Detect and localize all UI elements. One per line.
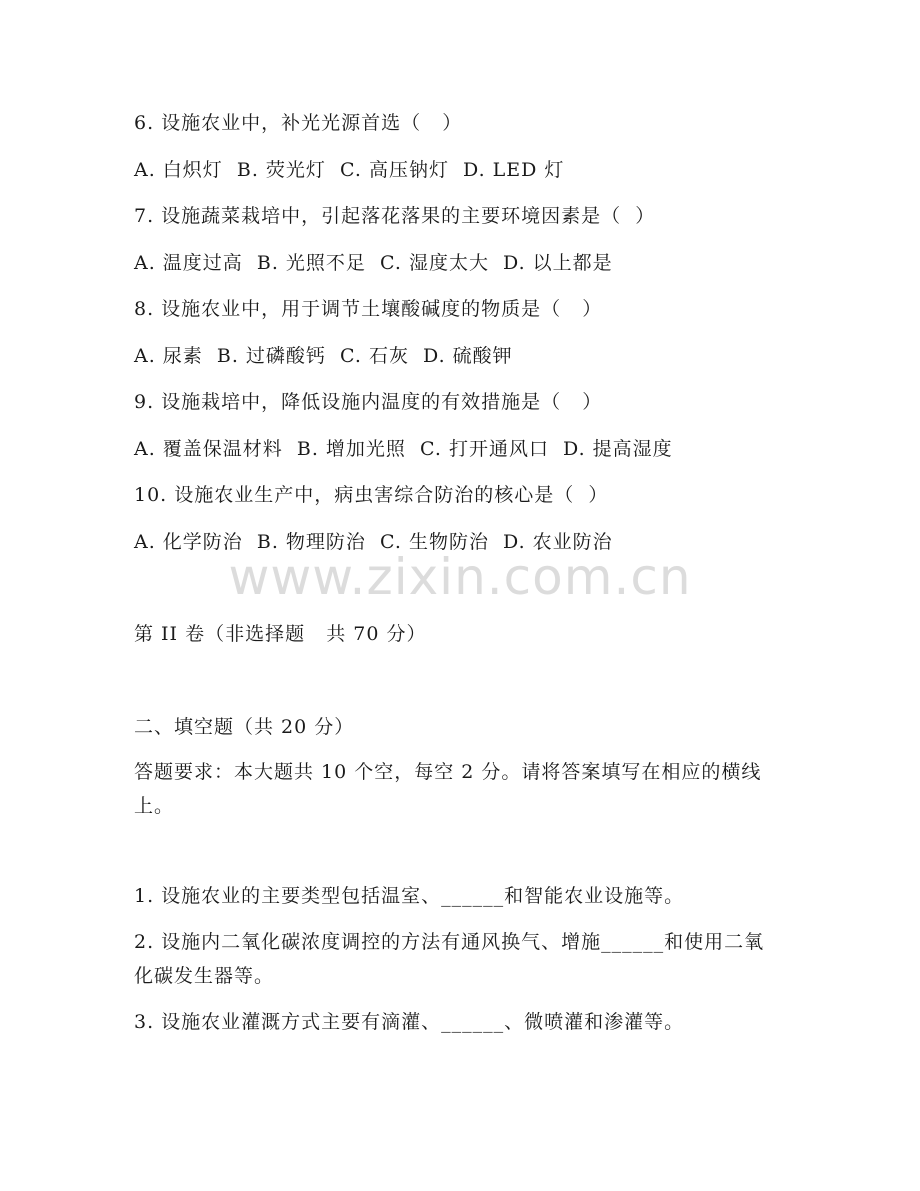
fill-question-3: 3. 设施农业灌溉方式主要有滴灌、______、微喷灌和渗灌等。	[134, 1011, 685, 1033]
question-6: 6. 设施农业中，补光光源首选（ ）	[134, 112, 463, 134]
fill-question-2: 2. 设施内二氧化碳浓度调控的方法有通风换气、增施______和使用二氧化碳发生器等。	[134, 931, 765, 987]
question-8-options: A. 尿素 B. 过磷酸钙 C. 石灰 D. 硫酸钾	[134, 345, 513, 367]
watermark: www.zixin.com.cn	[228, 548, 692, 606]
fill-instructions: 答题要求：本大题共 10 个空，每空 2 分。请将答案填写在相应的横线上。	[134, 761, 762, 817]
question-8: 8. 设施农业中，用于调节土壤酸碱度的物质是（ ）	[134, 298, 603, 320]
question-10-options: A. 化学防治 B. 物理防治 C. 生物防治 D. 农业防治	[134, 531, 613, 553]
part-2-title: 第 II 卷（非选择题 共 70 分）	[134, 623, 427, 645]
question-9: 9. 设施栽培中，降低设施内温度的有效措施是（ ）	[134, 391, 603, 413]
question-9-options: A. 覆盖保温材料 B. 增加光照 C. 打开通风口 D. 提高湿度	[134, 438, 673, 460]
fill-section-heading: 二、填空题（共 20 分）	[134, 716, 355, 738]
question-10: 10. 设施农业生产中，病虫害综合防治的核心是（ ）	[134, 484, 609, 506]
fill-question-1: 1. 设施农业的主要类型包括温室、______和智能农业设施等。	[134, 885, 685, 907]
question-7: 7. 设施蔬菜栽培中，引起落花落果的主要环境因素是（ ）	[134, 205, 656, 227]
question-7-options: A. 温度过高 B. 光照不足 C. 湿度太大 D. 以上都是	[134, 252, 613, 274]
question-6-options: A. 白炽灯 B. 荧光灯 C. 高压钠灯 D. LED 灯	[134, 159, 565, 181]
